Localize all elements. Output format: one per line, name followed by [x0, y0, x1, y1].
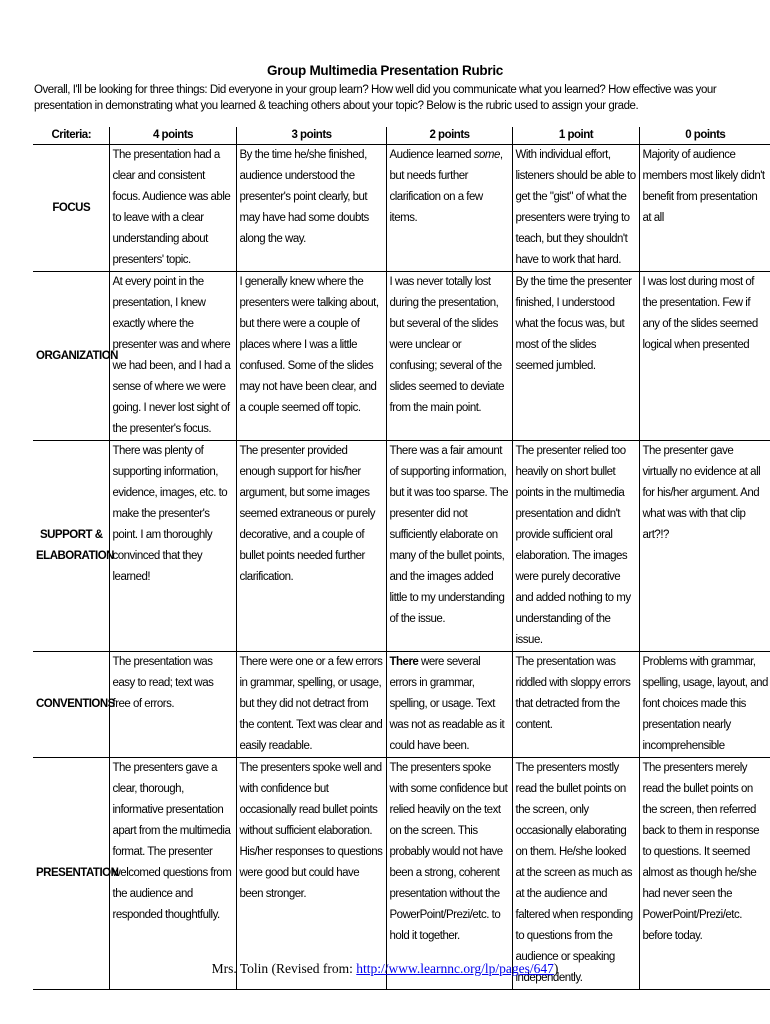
presentation-4-points: The presenters gave a clear, thorough, informative presentation apart from the multimedia format. The presenter welcomed questions from the audience and responded thoughtfully. [109, 758, 236, 990]
focus-2-points [386, 145, 512, 272]
criteria-focus: FOCUS [33, 145, 109, 272]
footer-credit [0, 961, 770, 977]
presentation-2-points: The presenters spoke with some confidence but relied heavily on the text on the screen. This probably would not have been a strong, coherent presentation without the PowerPoint/Prezi/etc. to hold it together. [386, 758, 512, 990]
organization-3-points: I generally knew where the presenters were talking about, but there were a couple of places where I was a little confused. Some of the slides may not have been clear, and a couple seemed off topic. [236, 272, 386, 441]
header-2-points: 2 points [386, 127, 512, 145]
focus-0-points: Majority of audience members most likely didn't benefit from presentation at all [639, 145, 770, 272]
conventions-1-point: The presentation was riddled with sloppy errors that detracted from the content. [512, 652, 639, 758]
organization-2-points: I was never totally lost during the presentation, but several of the slides were unclear or confusing; several of the slides seemed to deviate from the main point. [386, 272, 512, 441]
conventions-3-points: There were one or a few errors in grammar, spelling, or usage, but they did not detract from the content. Text was clear and easily readable. [236, 652, 386, 758]
conventions-2-points-emphasis: There [389, 656, 419, 668]
header-0-points: 0 points [639, 127, 770, 145]
criteria-conventions: CONVENTIONS [33, 652, 109, 758]
header-criteria: Criteria: [33, 127, 109, 145]
row-support-elaboration [33, 441, 770, 652]
row-focus [33, 145, 770, 272]
row-organization [33, 272, 770, 441]
presentation-0-points: The presenters merely read the bullet points on the screen, then referred back to them in response to questions. It seemed almost as though he/she had never seen the PowerPoint/Prezi/etc. before today. [639, 758, 770, 990]
support-0-points: The presenter gave virtually no evidence at all for his/her argument. And what was with that clip art?!? [639, 441, 770, 652]
support-3-points: The presenter provided enough support for his/her argument, but some images seemed extraneous or purely decorative, and a couple of bullet points needed further clarification. [236, 441, 386, 652]
focus-2-points-post: , but needs further clarification on a few items. [389, 149, 503, 224]
presentation-3-points: The presenters spoke well and with confidence but occasionally read bullet points without sufficient elaboration. His/her responses to questions were good but could have been stronger. [236, 758, 386, 990]
rubric-table [33, 127, 770, 990]
organization-0-points: I was lost during most of the presentation. Few if any of the slides seemed logical when presented [639, 272, 770, 441]
focus-2-points-emphasis: some [473, 149, 500, 161]
conventions-2-points [386, 652, 512, 758]
criteria-organization: ORGANIZATION [33, 272, 109, 441]
criteria-support-line: SUPPORT & [39, 529, 103, 541]
focus-4-points: The presentation had a clear and consistent focus. Audience was able to leave with a clear understanding about presenters' topic. [109, 145, 236, 272]
conventions-2-points-post: were several errors in grammar, spelling, or usage. Text was not as readable as it could have been. [389, 656, 505, 752]
focus-2-points-pre: Audience learned [389, 149, 474, 161]
page-title: Group Multimedia Presentation Rubric [267, 63, 503, 78]
organization-1-point: By the time the presenter finished, I understood what the focus was, but most of the slides seemed jumbled. [512, 272, 639, 441]
footer-suffix: ) [553, 961, 559, 976]
header-row [33, 127, 770, 145]
row-conventions [33, 652, 770, 758]
intro-paragraph: Overall, I'll be looking for three things: Did everyone in your group learn? How well did you communicate what you learned? How effective was your presentation in demonstrating what you learned & teaching others about your topic? Below is the rubric used to assign your grade. [34, 84, 717, 112]
support-1-point: The presenter relied too heavily on short bullet points in the multimedia presentation and didn't provide sufficient oral elaboration. The images were purely decorative and added nothing to my understanding of the issue. [512, 441, 639, 652]
header-3-points: 3 points [236, 127, 386, 145]
criteria-support-elaboration [33, 441, 114, 652]
focus-1-point: With individual effort, listeners should be able to get the "gist" of what the presenters were trying to teach, but they shouldn't have to work that hard. [512, 145, 639, 272]
row-presentation [33, 758, 770, 990]
criteria-elaboration-line: ELABORATION [36, 550, 114, 562]
organization-4-points: At every point in the presentation, I knew exactly where the presenter was and where we had been, and I had a sense of where we were going. I never lost sight of the presenter's focus. [109, 272, 236, 441]
header-1-point: 1 point [512, 127, 639, 145]
footer-prefix: Mrs. Tolin (Revised from: [211, 961, 357, 976]
presentation-1-point: The presenters mostly read the bullet points on the screen, only occasionally elaborating on them. He/she looked at the screen as much as at the audience and faltered when responding to questions from the audience or speaking independently. [512, 758, 639, 990]
source-link[interactable]: http://www.learnnc.org/lp/pages/647 [356, 961, 554, 976]
header-4-points: 4 points [109, 127, 236, 145]
conventions-0-points: Problems with grammar, spelling, usage, layout, and font choices made this presentation nearly incomprehensible [639, 652, 770, 758]
focus-3-points: By the time he/she finished, audience understood the presenter's point clearly, but may have had some doubts along the way. [236, 145, 386, 272]
criteria-presentation: PRESENTATION [33, 758, 109, 990]
support-4-points: There was plenty of supporting information, evidence, images, etc. to make the presenter's point. I am thoroughly convinced that they learned! [109, 441, 236, 652]
support-2-points: There was a fair amount of supporting information, but it was too sparse. The presenter did not sufficiently elaborate on many of the bullet points, and the images added little to my understanding of the issue. [386, 441, 512, 652]
conventions-4-points: The presentation was easy to read; text was free of errors. [109, 652, 236, 758]
